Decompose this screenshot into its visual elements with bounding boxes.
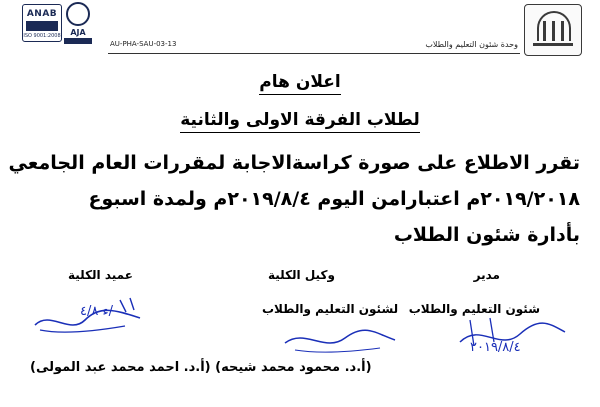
aja-logo-text: AJA [70,28,86,37]
notice-title-text: اعلان هام [259,72,340,95]
university-logo-column [561,21,564,41]
notice-line-2: ٢٠١٩/٢٠١٨م اعتبارامن اليوم ٢٠١٩/٨/٤م ولمدة اسبوع [88,188,580,210]
aja-logo-bar [64,38,92,44]
aja-logo [64,2,92,44]
notice-title [0,72,600,92]
aja-logo-emblem [66,2,90,26]
vice-dean-subtitle: لشئون التعليم والطلاب [262,302,399,316]
notice-subtitle-text: لطلاب الفرقة الاولى والثانية [180,110,420,133]
notice-subtitle [0,110,600,130]
university-logo-column [552,21,555,41]
anab-logo-sub: ISO 9001:2008 [23,33,61,39]
director-handwritten-date: ٢٠١٩/٨/٤ [470,340,521,355]
signatory-names: (أ.د. محمود محمد شيحه) (أ.د. احمد محمد عبد المولى) [30,360,372,375]
vice-dean-signature [280,318,400,358]
vice-dean-title: وكيل الكلية [268,268,335,282]
document-header [0,0,600,60]
document-code: AU-PHA-SAU-03-13 [110,40,177,48]
university-logo-column [543,21,546,41]
header-divider [108,53,520,54]
anab-logo [22,4,62,42]
anab-logo-bar [26,21,58,31]
director-subtitle: شئون التعليم والطلاب [408,302,540,316]
unit-title: وحدة شئون التعليم والطلاب [425,40,518,49]
dean-title: عميد الكلية [68,268,133,282]
university-logo [524,4,582,56]
director-title: مدير [473,268,500,282]
dean-handwritten-date: ء ٤/٨/ [80,304,113,319]
notice-line-3: بأدارة شئون الطلاب [393,224,580,246]
anab-logo-text: ANAB [26,9,58,19]
university-logo-base [533,43,573,46]
notice-line-1: تقرر الاطلاع على صورة كراسةالاجابة لمقررات العام الجامعي [8,152,580,174]
